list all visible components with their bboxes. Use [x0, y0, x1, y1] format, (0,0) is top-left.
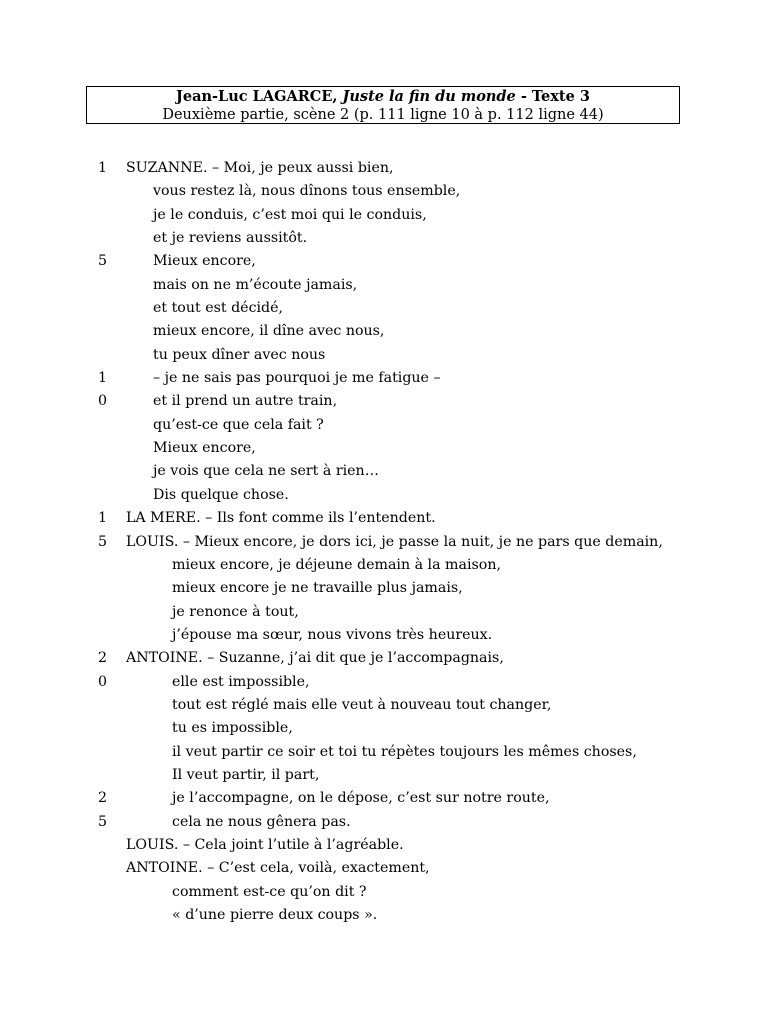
text-line	[0, 250, 768, 273]
subtitle: Deuxième partie, scène 2 (p. 111 ligne 10 à p. 112 ligne 44)	[162, 107, 604, 123]
line-text: Mieux encore,	[153, 440, 256, 457]
line-text: tu es impossible,	[172, 720, 293, 737]
text-line	[0, 904, 768, 927]
text-line	[0, 507, 768, 530]
line-text: je renonce à tout,	[172, 603, 299, 620]
text-line	[0, 624, 768, 647]
line-number: 2	[98, 790, 108, 807]
line-text: cela ne nous gênera pas.	[172, 813, 351, 830]
line-text: et tout est décidé,	[153, 300, 284, 317]
author-name: Jean-Luc LAGARCE,	[176, 88, 338, 105]
text-line	[0, 787, 768, 810]
line-text: ANTOINE. – C’est cela, voilà, exactement,	[126, 860, 430, 877]
text-body	[0, 157, 768, 927]
line-text: tout est réglé mais elle veut à nouveau tout changer,	[172, 696, 552, 713]
line-text: je l’accompagne, on le dépose, c’est sur notre route,	[172, 790, 550, 807]
title-box	[86, 86, 680, 124]
line-text: j’épouse ma sœur, nous vivons très heureux.	[172, 626, 493, 643]
line-text: tu peux dîner avec nous	[153, 346, 326, 363]
line-text: mieux encore, je déjeune demain à la maison,	[172, 556, 501, 573]
title-line	[87, 88, 679, 106]
text-line	[0, 227, 768, 250]
text-line	[0, 157, 768, 180]
line-text: comment est-ce qu’on dit ?	[172, 883, 367, 900]
line-text: je vois que cela ne sert à rien…	[153, 463, 379, 480]
text-line	[0, 554, 768, 577]
work-title: Juste la fin du monde	[342, 88, 516, 105]
line-text: « d’une pierre deux coups ».	[172, 907, 378, 923]
text-label: - Texte 3	[520, 88, 590, 105]
line-text: qu’est-ce que cela fait ?	[153, 416, 324, 433]
text-line	[0, 577, 768, 600]
line-text: et je reviens aussitôt.	[153, 230, 308, 247]
text-line	[0, 811, 768, 834]
text-line	[0, 297, 768, 320]
line-text: je le conduis, c’est moi qui le conduis,	[153, 206, 427, 223]
line-number: 5	[98, 253, 108, 270]
line-text: Dis quelque chose.	[153, 486, 289, 503]
text-line	[0, 390, 768, 413]
line-number: 0	[98, 673, 108, 690]
text-line	[0, 204, 768, 227]
text-line	[0, 857, 768, 880]
line-number: 1	[98, 370, 108, 387]
line-number: 0	[98, 393, 108, 410]
line-text: LOUIS. – Cela joint l’utile à l’agréable.	[126, 836, 404, 853]
text-line	[0, 671, 768, 694]
line-number: 5	[98, 533, 108, 550]
text-line	[0, 274, 768, 297]
text-line	[0, 460, 768, 483]
line-text: – je ne sais pas pourquoi je me fatigue –	[153, 370, 441, 387]
text-line	[0, 531, 768, 554]
line-number: 1	[98, 160, 108, 176]
line-text: SUZANNE. – Moi, je peux aussi bien,	[126, 160, 394, 176]
line-text: mais on ne m’écoute jamais,	[153, 276, 358, 293]
text-line	[0, 764, 768, 787]
line-text: vous restez là, nous dînons tous ensemble,	[153, 183, 461, 200]
line-text: mieux encore, il dîne avec nous,	[153, 323, 385, 340]
line-text: Mieux encore,	[153, 253, 256, 270]
line-text: et il prend un autre train,	[153, 393, 338, 410]
line-text: LOUIS. – Mieux encore, je dors ici, je passe la nuit, je ne pars que demain,	[126, 533, 663, 550]
text-line	[0, 834, 768, 857]
line-number: 1	[98, 510, 108, 527]
text-line	[0, 437, 768, 460]
line-number: 2	[98, 650, 108, 667]
text-line	[0, 601, 768, 624]
text-line	[0, 717, 768, 740]
line-text: il veut partir ce soir et toi tu répètes toujours les mêmes choses,	[172, 743, 637, 760]
text-line	[0, 367, 768, 390]
text-line	[0, 741, 768, 764]
text-line	[0, 180, 768, 203]
text-line	[0, 484, 768, 507]
line-text: ANTOINE. – Suzanne, j’ai dit que je l’accompagnais,	[126, 650, 504, 667]
line-text: Il veut partir, il part,	[172, 766, 320, 783]
text-line	[0, 320, 768, 343]
line-text: elle est impossible,	[172, 673, 310, 690]
text-line	[0, 344, 768, 367]
line-text: mieux encore je ne travaille plus jamais,	[172, 580, 463, 597]
line-text: LA MERE. – Ils font comme ils l’entendent.	[126, 510, 436, 527]
line-number: 5	[98, 813, 108, 830]
text-line	[0, 647, 768, 670]
text-line	[0, 414, 768, 437]
text-line	[0, 694, 768, 717]
text-line	[0, 881, 768, 904]
